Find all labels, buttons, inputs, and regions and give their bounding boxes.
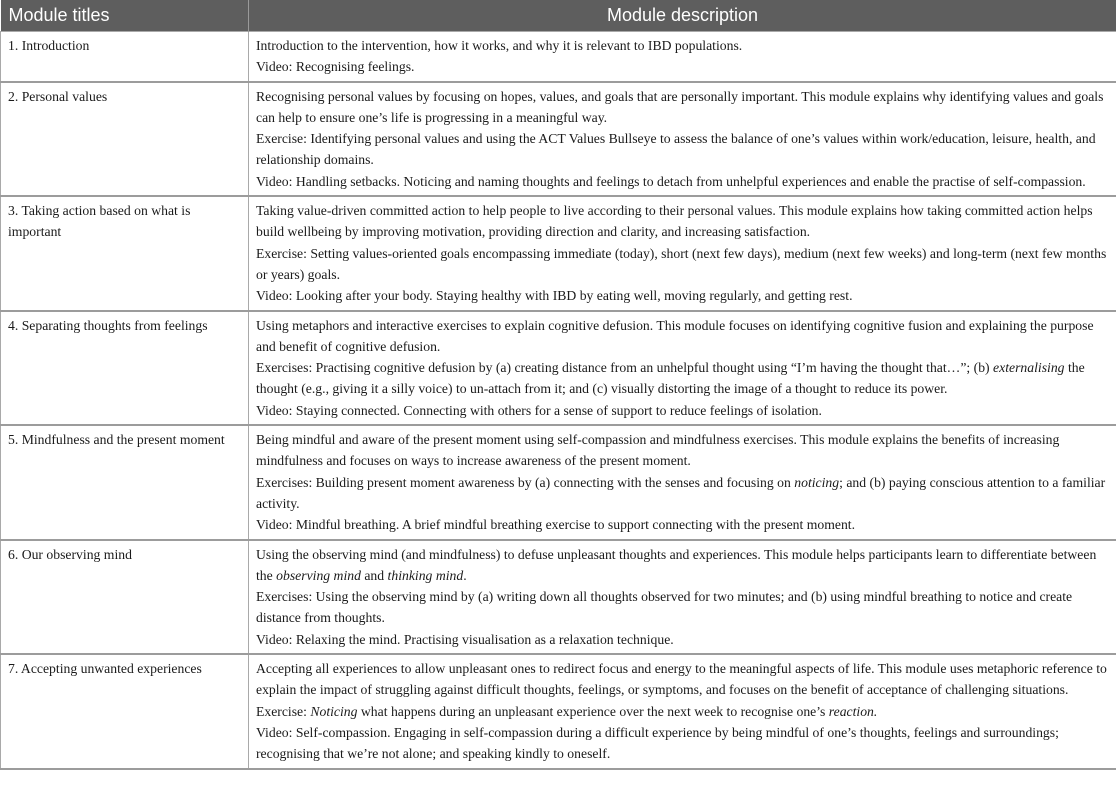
video-line: Video: Recognising feelings. bbox=[256, 59, 415, 75]
exercise-emphasis: Noticing bbox=[310, 703, 358, 719]
module-title: 2. Personal values bbox=[1, 82, 249, 196]
video-line: Video: Self-compassion. Engaging in self-compassion during a difficult experience by being mindful of one’s thoughts, feelings and surroundings; recognising that we’re not alone; and speaking kindly to oneself. bbox=[256, 724, 1059, 762]
exercise-line: Exercise: Identifying personal values and using the ACT Values Bullseye to assess the balance of one’s values within work/education, leisure, health, and relationship domains. bbox=[256, 131, 1096, 168]
module-title: 7. Accepting unwanted experiences bbox=[1, 654, 249, 768]
module-description bbox=[249, 654, 1116, 768]
description-text: Using the observing mind (and mindfulness) to defuse unpleasant thoughts and experiences. This module helps participants learn to differentiate between the bbox=[256, 546, 1097, 583]
description-line: Introduction to the intervention, how it works, and why it is relevant to IBD populations. bbox=[256, 38, 743, 53]
module-title: 5. Mindfulness and the present moment bbox=[1, 425, 249, 539]
description-line: Taking value-driven committed action to help people to live according to their personal values. This module explains how taking committed action helps build wellbeing by improving motivation, providing direction and clarity, and increasing satisfaction. bbox=[256, 203, 1093, 240]
module-title: 1. Introduction bbox=[1, 32, 249, 82]
table-row bbox=[1, 540, 1116, 654]
video-line: Video: Handling setbacks. Noticing and naming thoughts and feelings to detach from unhelpful experiences and enable the practise of self-compassion. bbox=[256, 173, 1086, 189]
description-line: Being mindful and aware of the present moment using self-compassion and mindfulness exercises. This module explains the benefits of increasing mindfulness and focuses on ways to increase awareness of the present moment. bbox=[256, 432, 1060, 469]
exercise-text: Exercises: Building present moment awareness by (a) connecting with the senses and focusing on bbox=[256, 474, 795, 490]
module-title: 6. Our observing mind bbox=[1, 540, 249, 654]
exercise-line bbox=[256, 357, 1109, 400]
exercise-text: Exercises: Practising cognitive defusion by (a) creating distance from an unhelpful thought using “I’m having the thought that…”; (b) bbox=[256, 360, 994, 376]
module-description bbox=[249, 196, 1116, 310]
table-row bbox=[1, 654, 1116, 768]
module-description bbox=[249, 311, 1116, 425]
exercise-emphasis: reaction. bbox=[828, 703, 878, 719]
video-line: Video: Relaxing the mind. Practising visualisation as a relaxation technique. bbox=[256, 631, 674, 647]
column-header-module-titles: Module titles bbox=[1, 0, 249, 32]
exercise-line: Exercise: Setting values-oriented goals encompassing immediate (today), short (next few days), medium (next few weeks) and long-term (next few months or years) goals. bbox=[256, 245, 1107, 282]
video-line: Video: Staying connected. Connecting with others for a sense of support to reduce feelings of isolation. bbox=[256, 402, 822, 418]
module-description bbox=[249, 540, 1116, 654]
column-header-module-description: Module description bbox=[249, 0, 1116, 32]
description-text: . bbox=[463, 567, 467, 583]
description-line: Using metaphors and interactive exercises to explain cognitive defusion. This module focuses on identifying cognitive fusion and explaining the purpose and benefit of cognitive defusion. bbox=[256, 317, 1094, 354]
exercise-emphasis: noticing bbox=[794, 474, 840, 490]
module-description bbox=[249, 32, 1116, 82]
table-row bbox=[1, 425, 1116, 539]
exercise-text: what happens during an unpleasant experience over the next week to recognise one’s bbox=[357, 703, 829, 719]
table-row bbox=[1, 32, 1116, 82]
exercise-line bbox=[256, 472, 1109, 515]
table-row bbox=[1, 196, 1116, 310]
exercise-line bbox=[256, 701, 1109, 722]
module-description bbox=[249, 82, 1116, 196]
module-description bbox=[249, 425, 1116, 539]
description-emphasis: observing mind bbox=[276, 567, 361, 583]
exercise-line: Exercises: Using the observing mind by (a) writing down all thoughts observed for two minutes; and (b) using mindful breathing to notice and create distance from thoughts. bbox=[256, 589, 1073, 626]
description-emphasis: thinking mind bbox=[387, 567, 464, 583]
header-row bbox=[1, 0, 1116, 32]
description-text: and bbox=[360, 567, 388, 583]
module-title: 4. Separating thoughts from feelings bbox=[1, 311, 249, 425]
exercise-emphasis: externalising bbox=[993, 360, 1065, 376]
description-line: Accepting all experiences to allow unpleasant ones to redirect focus and energy to the meaningful aspects of life. This module uses metaphoric reference to explain the impact of struggling against difficult thoughts, feelings, or symptoms, and focuses on the benefit of acceptance of challenging situations. bbox=[256, 661, 1107, 698]
module-title: 3. Taking action based on what is important bbox=[1, 196, 249, 310]
exercise-text: Exercise: bbox=[256, 703, 311, 719]
table-row bbox=[1, 311, 1116, 425]
description-line bbox=[256, 544, 1109, 587]
exercise-text: ; and (b) paying conscious attention to a familiar activity. bbox=[256, 474, 1106, 511]
video-line: Video: Looking after your body. Staying healthy with IBD by eating well, moving regularly, and getting rest. bbox=[256, 288, 853, 304]
video-line: Video: Mindful breathing. A brief mindful breathing exercise to support connecting with the present moment. bbox=[256, 517, 856, 533]
exercise-text: the thought (e.g., giving it a silly voice) to un-attach from it; and (c) visually distorting the image of a thought to reduce its power. bbox=[256, 360, 1085, 397]
description-line: Recognising personal values by focusing on hopes, values, and goals that are personally important. This module explains why identifying values and goals can help to ensure one’s life is progressing in a meaningful way. bbox=[256, 88, 1104, 125]
table-row bbox=[1, 82, 1116, 196]
